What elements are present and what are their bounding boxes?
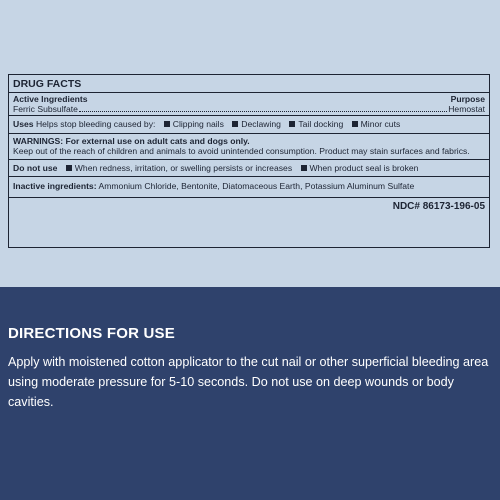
warnings-section: [9, 134, 489, 161]
do-not-use-item: When product seal is broken: [309, 163, 419, 174]
do-not-use-label: Do not use: [13, 163, 58, 174]
directions-panel: [0, 287, 500, 500]
uses-text: Helps stop bleeding caused by:: [35, 119, 156, 130]
uses-section: [9, 116, 489, 133]
purpose-label: Purpose: [450, 93, 485, 104]
uses-item: Clipping nails: [172, 119, 224, 130]
bullet-square-icon: [164, 121, 170, 127]
inactive-text: Ammonium Chloride, Bentonite, Diatomaceous Earth, Potassium Aluminum Sulfate: [98, 181, 415, 192]
directions-title: DIRECTIONS FOR USE: [8, 325, 175, 342]
ingredient-name: Ferric Subsulfate: [13, 103, 78, 114]
do-not-use-section: [9, 160, 489, 177]
uses-item: Declawing: [241, 119, 281, 130]
drug-facts-title: DRUG FACTS: [9, 75, 489, 93]
warnings-heading: WARNINGS: For external use on adult cats and dogs only.: [13, 135, 250, 146]
ndc-number: NDC# 86173-196-05: [392, 200, 485, 212]
inactive-ingredients-section: [9, 177, 489, 197]
active-ingredients-label: Active Ingredients: [13, 93, 88, 104]
bullet-square-icon: [301, 165, 307, 171]
warnings-text: Keep out of the reach of children and animals to avoid unintended consumption. Product may stain surfaces and fabrics.: [13, 145, 470, 156]
uses-label: Uses: [13, 119, 34, 130]
ingredient-purpose: Hemostat: [448, 103, 485, 114]
inactive-label: Inactive ingredients:: [13, 181, 97, 192]
directions-body: Apply with moistened cotton applicator to the cut nail or other superficial bleeding area using moderate pressure for 5-10 seconds. Do not use on deep wounds or body cavities.: [8, 355, 489, 409]
bullet-square-icon: [352, 121, 358, 127]
do-not-use-item: When redness, irritation, or swelling persists or increases: [74, 163, 293, 174]
drug-facts-box: [8, 74, 490, 248]
bullet-square-icon: [232, 121, 238, 127]
uses-item: Minor cuts: [360, 119, 401, 130]
uses-item: Tail docking: [298, 119, 344, 130]
dot-leader: [79, 105, 447, 112]
active-ingredients-section: [9, 93, 489, 117]
bullet-square-icon: [289, 121, 295, 127]
bullet-square-icon: [66, 165, 72, 171]
